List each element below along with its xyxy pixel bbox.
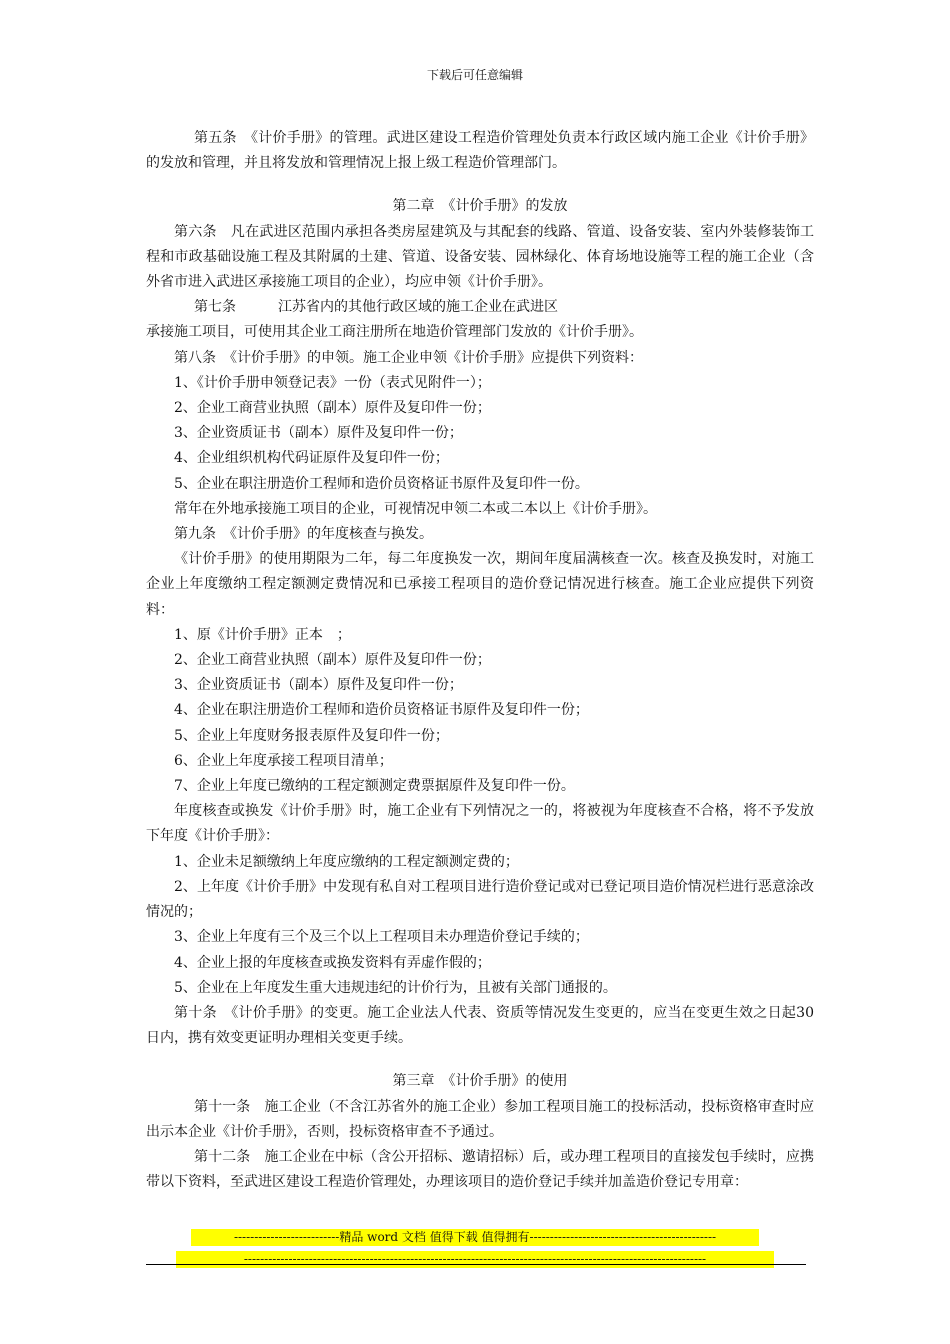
chapter-heading: 第二章 《计价手册》的发放 [392, 198, 568, 215]
paragraph: 3、企业资质证书（副本）原件及复印件一份； [174, 425, 463, 442]
paragraph: 7、企业上年度已缴纳的工程定额测定费票据原件及复印件一份。 [174, 778, 575, 795]
paragraph: 5、企业在职注册造价工程师和造价员资格证书原件及复印件一份。 [174, 475, 589, 492]
paragraph: 第八条 《计价手册》的申领。施工企业申领《计价手册》应提供下列资料： [174, 349, 643, 366]
footer-line-2: ------------------------------------------------------------------------------------------------------------------ [176, 1251, 774, 1268]
paragraph: 6、企业上年度承接工程项目清单； [174, 752, 393, 769]
paragraph: 第十二条 施工企业在中标（含公开招标、邀请招标）后，或办理工程项目的直接发包手续时，应携带以下资料，至武进区建设工程造价管理处，办理该项目的造价登记手续并加盖造价登记专用章： [146, 1148, 814, 1191]
paragraph: 2、上年度《计价手册》中发现有私自对工程项目进行造价登记或对已登记项目造价情况栏进行恶意涂改情况的； [146, 878, 814, 921]
paragraph: 4、企业组织机构代码证原件及复印件一份； [174, 450, 449, 467]
paragraph: 5、企业上年度财务报表原件及复印件一份； [174, 727, 449, 744]
paragraph: 承接施工项目，可使用其企业工商注册所在地造价管理部门发放的《计价手册》。 [146, 324, 643, 341]
paragraph: 1、《计价手册申领登记表》一份（表式见附件一）； [174, 374, 491, 391]
paragraph: 《计价手册》的使用期限为二年，每二年度换发一次，期间年度届满核查一次。核查及换发时，对施工企业上年度缴纳工程定额测定费情况和已承接工程项目的造价登记情况进行核查。施工企业应提供下列资料： [146, 551, 814, 618]
paragraph: 2、企业工商营业执照（副本）原件及复印件一份； [174, 400, 491, 417]
footer-line-1: --------------------------精品 word 文档 值得下载 值得拥有---------------------------------------------- [191, 1229, 759, 1246]
footer-rule [146, 1264, 806, 1265]
paragraph: 第十条 《计价手册》的变更。施工企业法人代表、资质等情况发生变更的，应当在变更生效之日起30日内，携有效变更证明办理相关变更手续。 [146, 1004, 814, 1047]
paragraph: 2、企业工商营业执照（副本）原件及复印件一份； [174, 652, 491, 669]
paragraph: 4、企业在职注册造价工程师和造价员资格证书原件及复印件一份； [174, 702, 589, 719]
paragraph: 年度核查或换发《计价手册》时，施工企业有下列情况之一的，将被视为年度核查不合格，将不予发放下年度《计价手册》： [146, 803, 814, 845]
paragraph: 第七条 江苏省内的其他行政区域的施工企业在武进区 [194, 299, 558, 316]
paragraph: 3、企业上年度有三个及三个以上工程项目未办理造价登记手续的； [174, 929, 589, 946]
page-header-note: 下载后可任意编辑 [426, 68, 523, 82]
paragraph: 5、企业在上年度发生重大违规违纪的计价行为，且被有关部门通报的。 [174, 979, 617, 996]
paragraph: 第五条 《计价手册》的管理。武进区建设工程造价管理处负责本行政区域内施工企业《计价手册》的发放和管理，并且将发放和管理情况上报上级工程造价管理部门。 [146, 130, 814, 172]
paragraph: 1、原《计价手册》正本 ； [174, 626, 351, 643]
document-body [146, 126, 814, 1195]
paragraph: 4、企业上报的年度核查或换发资料有弄虚作假的； [174, 954, 491, 971]
paragraph: 第十一条 施工企业（不含江苏省外的施工企业）参加工程项目施工的投标活动，投标资格审查时应出示本企业《计价手册》，否则，投标资格审查不予通过。 [146, 1098, 814, 1140]
footer-banner [0, 1229, 950, 1273]
paragraph: 3、企业资质证书（副本）原件及复印件一份； [174, 677, 463, 694]
paragraph: 第九条 《计价手册》的年度核查与换发。 [174, 526, 433, 543]
paragraph: 1、企业未足额缴纳上年度应缴纳的工程定额测定费的； [174, 853, 519, 870]
paragraph: 常年在外地承接施工项目的企业，可视情况申领二本或二本以上《计价手册》。 [174, 500, 657, 517]
chapter-heading: 第三章 《计价手册》的使用 [392, 1073, 568, 1090]
paragraph: 第六条 凡在武进区范围内承担各类房屋建筑及与其配套的线路、管道、设备安装、室内外装修装饰工程和市政基础设施工程及其附属的土建、管道、设备安装、园林绿化、体育场地设施等工程的施工企业（含外省市进入武进区承接施工项目的企业），均应申领《计价手册》。 [146, 223, 814, 291]
